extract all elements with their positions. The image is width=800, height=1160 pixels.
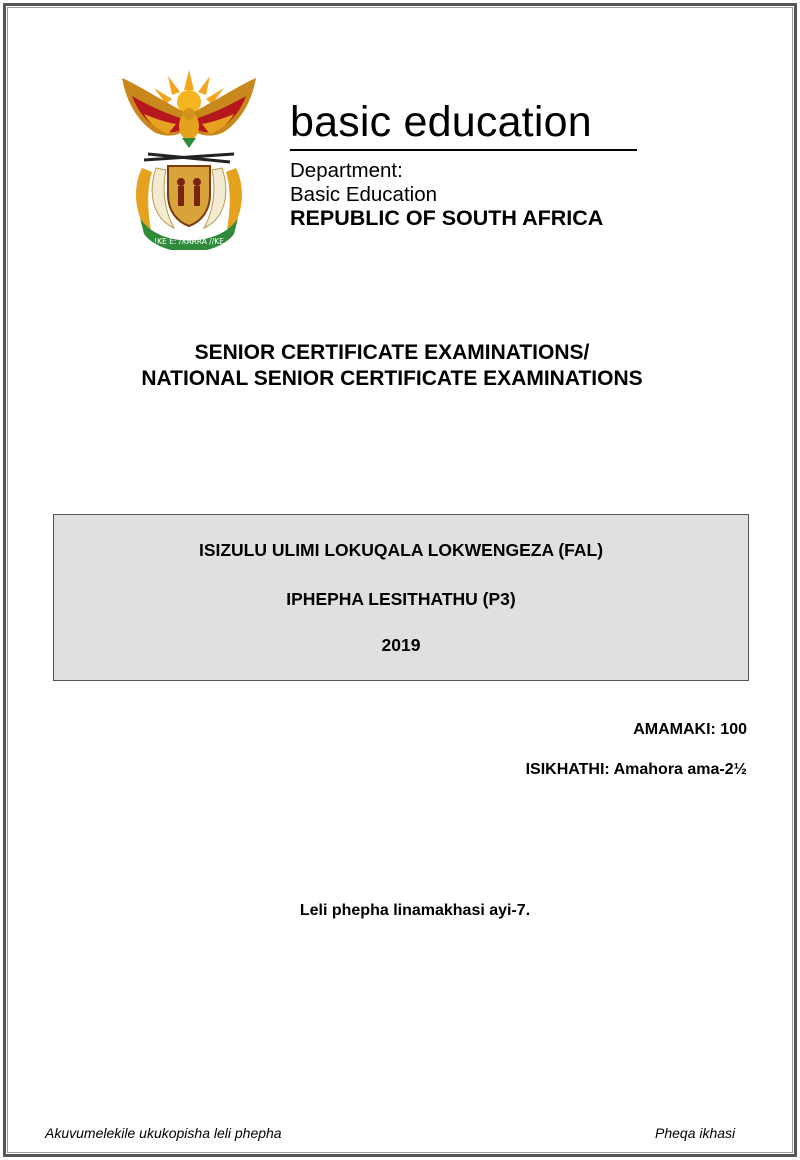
subject-box [53,514,749,681]
brand-underline [290,149,637,151]
paper-title: IPHEPHA LESITHATHU (P3) [286,589,516,609]
exam-heading-line1: SENIOR CERTIFICATE EXAMINATIONS/ [194,341,590,364]
copyright-footer: Akuvumelekile ukukopisha leli phepha [45,1125,282,1141]
total-marks: AMAMAKI: 100 [633,721,747,738]
subject-title: ISIZULU ULIMI LOKUQALA LOKWENGEZA (FAL) [198,540,604,560]
country-name: REPUBLIC OF SOUTH AFRICA [290,206,604,230]
department-name: Basic Education [290,183,438,206]
brand-title: basic education [290,98,592,146]
motto-text: !KE E: /XARRA //KE [154,237,224,246]
exam-duration: ISIKHATHI: Amahora ama-2½ [525,761,747,778]
page-count-note: Leli phepha linamakhasi ayi-7. [299,902,531,919]
exam-heading-line2: NATIONAL SENIOR CERTIFICATE EXAMINATIONS [141,367,643,390]
department-label: Department: [290,159,403,182]
exam-year: 2019 [381,635,421,655]
turn-page-footer: Pheqa ikhasi [655,1125,736,1141]
coat-of-arms-logo [118,68,260,250]
